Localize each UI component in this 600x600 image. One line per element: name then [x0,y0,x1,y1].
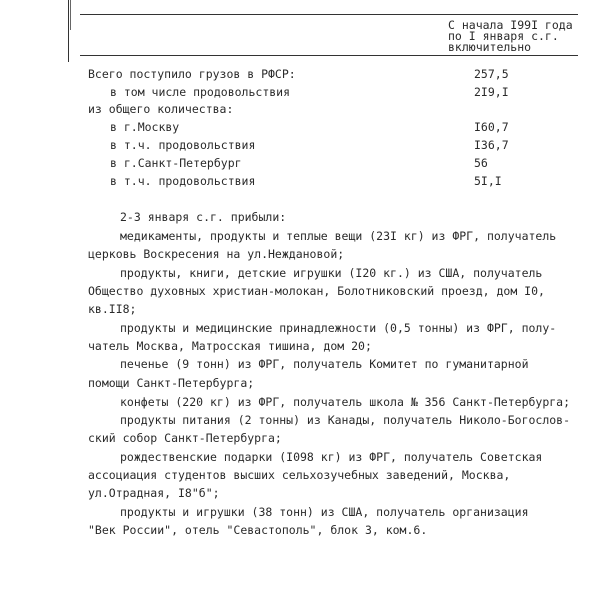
row-label: в т.ч. продовольствия [110,174,256,188]
column-header-line: по I января с.г. [448,29,559,43]
paragraph-line: продукты, книги, детские игрушки (I20 кг.) из США, получатель [120,266,543,280]
row-label: в г.Санкт-Петербург [110,156,242,170]
margin-line [68,0,69,62]
paragraph-line: ассоциация студентов высших сельхозучебных заведений, Москва, [88,468,511,482]
table-top-rule [80,14,578,15]
paragraph-line: рождественские подарки (I098 кг) из ФРГ, получатель Советская [120,450,543,464]
column-header [448,20,573,53]
row-value: 56 [474,156,488,170]
paragraph-line: чатель Москва, Матросская тишина, дом 20; [88,339,372,353]
row-value: 257,5 [474,67,509,81]
paragraph-line: продукты и медицинские принадлежности (0,5 тонны) из ФРГ, полу- [120,321,557,335]
column-header-line: С начала I99I года [448,18,573,32]
paragraph-line: 2-3 января с.г. прибыли: [120,210,287,224]
paragraph-line: Общество духовных христиан-молокан, Болотниковский проезд, дом I0, [88,284,545,298]
paragraph-line: медикаменты, продукты и теплые вещи (23I кг) из ФРГ, получатель [120,229,557,243]
table-header-rule [80,55,578,56]
paragraph-line: конфеты (220 кг) из ФРГ, получатель школа № 356 Санкт-Петербурга; [120,395,571,409]
paragraph-line: кв.II8; [88,302,137,316]
paragraph-line: ский собор Санкт-Петербурга; [88,431,282,445]
paragraph-line: печенье (9 тонн) из ФРГ, получатель Комитет по гуманитарной [120,357,529,371]
row-label: в г.Москву [110,120,180,134]
paragraph-line: ул.Отрадная, I8"б"; [88,486,220,500]
row-label: в т.ч. продовольствия [110,138,256,152]
row-label: из общего количества: [88,102,234,116]
paragraph-line: "Век России", отель "Севастополь", блок 3, ком.6. [88,523,428,537]
row-value: 2I9,I [474,85,509,99]
row-label: Всего поступило грузов в РФСР: [88,67,296,81]
column-header-line: включительно [448,40,532,54]
paragraph-line: продукты и игрушки (38 тонн) из США, получатель организация [120,505,529,519]
row-value: I36,7 [474,138,509,152]
paragraph-line: церковь Воскресения на ул.Неждановой; [88,247,345,261]
paragraph-line: помощи Санкт-Петербурга; [88,376,255,390]
row-value: 5I,I [474,174,502,188]
margin-line-secondary [70,0,71,30]
row-value: I60,7 [474,120,509,134]
row-label: в том числе продовольствия [110,85,291,99]
paragraph-line: продукты питания (2 тонны) из Канады, получатель Николо-Богослов- [120,413,571,427]
